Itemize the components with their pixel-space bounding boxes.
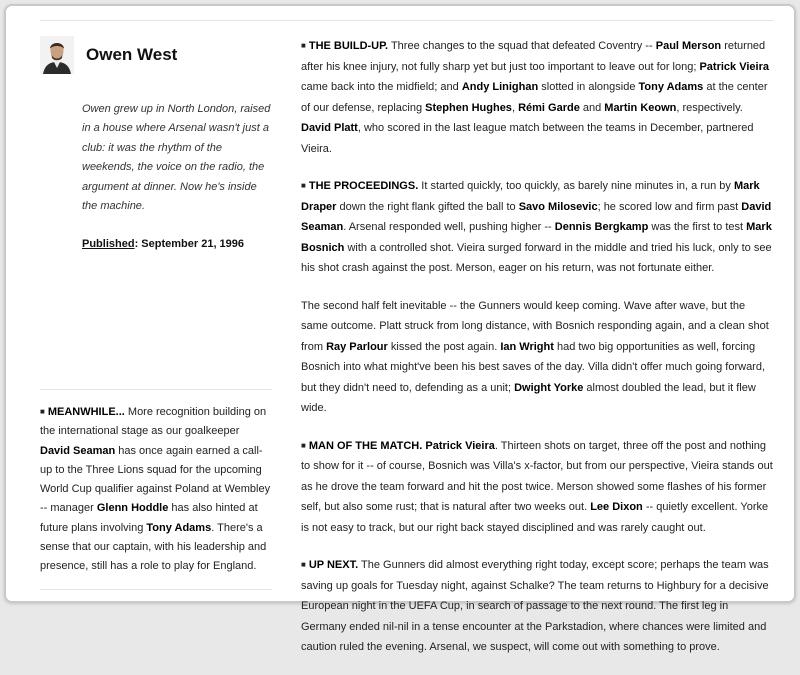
published-line: Published: September 21, 1996 xyxy=(82,238,245,251)
player-name: Dwight Yorke xyxy=(514,381,584,394)
text: almost doubled the lead, but it flew wide. xyxy=(301,381,756,414)
buildup-paragraph xyxy=(301,36,773,159)
text: . There's a sense that our captain, with his leadership and presence, still has a role to play for England. xyxy=(40,521,267,573)
square-bullet-icon: ■ xyxy=(301,560,306,569)
text: has also hinted at future plans involving xyxy=(40,502,258,534)
player-name: Rémi Garde xyxy=(518,101,580,114)
text: The second half felt inevitable -- the Gunners would keep coming. Wave after wave, but the same outcome. Platt struck from long distance, with Bosnich responding again, and a clean shot from xyxy=(301,299,769,353)
top-divider xyxy=(40,20,774,21)
player-name: Ian Wright xyxy=(500,340,554,353)
text: down the right flank gifted the ball to xyxy=(336,200,519,213)
text: came back into the midfield; and xyxy=(301,81,462,93)
player-name: Paul Merson xyxy=(655,40,722,52)
text: . Thirteen shots on target, three off the post and nothing to show for it -- of course, Bosnich was Villa's x-factor, but from our perspective, Vieira stands out as he drove the team forward and hit the post twice. Merson showed some flashes of his former self, but also some rust; that is natural after two weeks out. xyxy=(301,439,773,513)
text: . Arsenal responded well, pushing higher -- xyxy=(343,221,555,233)
player-name: David Seaman xyxy=(301,200,772,233)
text: , who scored in the last league match between the teams in December, partnered Vieira. xyxy=(301,122,754,155)
text: , respectively. xyxy=(676,101,743,114)
player-name: Mark Draper xyxy=(301,180,760,213)
text: was the first to test xyxy=(648,221,747,233)
player-name: Patrick Vieira xyxy=(425,439,495,452)
text: Three changes to the squad that defeated Coventry -- xyxy=(388,40,656,52)
author-bio: Owen grew up in North London, raised in a house where Arsenal wasn't just a club: it was the rhythm of the weekends, the voice on the radio, the argument at dinner. Now he's inside the machine. xyxy=(82,103,271,213)
published-date: September 21, 1996 xyxy=(141,238,245,251)
proceedings-paragraph xyxy=(301,176,773,279)
avatar xyxy=(40,36,74,74)
player-name: Lee Dixon xyxy=(590,501,643,513)
author-sidebar xyxy=(40,36,272,250)
man-of-the-match-paragraph xyxy=(301,436,773,539)
published-label: Published xyxy=(82,238,135,251)
text: with a controlled shot. Vieira surged forward in the middle and tried his luck, only to see his shot crash against the post. Merson, eager on his return, was not fortunate either. xyxy=(301,241,772,274)
text: , xyxy=(511,101,519,114)
article-frame xyxy=(4,4,796,653)
author-header xyxy=(40,36,272,74)
player-name: Tony Adams xyxy=(638,81,704,93)
section-heading: MAN OF THE MATCH. xyxy=(308,439,423,452)
player-name: Stephen Hughes xyxy=(425,101,512,114)
player-name: David Seaman xyxy=(40,444,116,457)
second-half-paragraph xyxy=(301,296,773,419)
text: The Gunners did almost everything right today, except score; perhaps the team was saving up goals for Tuesday night, against Schalke? The team returns to Highbury for a decisive European night in the UEFA Cup, in search of passage to the next round. The first leg in Germany ended nil-nil in a tense encounter at the Parkstadion, where chances were limited and caution ruled the evening. Arsenal, we suspect, will come out with something to prove. xyxy=(301,559,769,653)
player-name: Andy Linighan xyxy=(461,81,539,93)
text: had two big opportunities as well, forcing Bosnich into what might've been his best saves of the day. Villa didn't offer much going forward, but they didn't need to, defending as a unit; xyxy=(301,340,766,394)
text: slotted in alongside xyxy=(538,81,639,93)
article-body xyxy=(301,36,773,675)
section-heading: UP NEXT. xyxy=(308,559,359,571)
text: and xyxy=(579,101,605,114)
text: has once again earned a call-up to the Three Lions squad for the upcoming World Cup qualifier against Poland at Wembley -- manager xyxy=(40,444,271,515)
section-heading: THE BUILD-UP. xyxy=(308,40,389,52)
section-heading: THE PROCEEDINGS. xyxy=(308,180,419,192)
player-name: Martin Keown xyxy=(604,101,677,114)
player-name: Dennis Bergkamp xyxy=(554,221,649,233)
player-name: Ray Parlour xyxy=(326,340,388,353)
text: returned after his knee injury, not fully sharp yet but just too important to leave out for long; xyxy=(301,40,766,73)
square-bullet-icon: ■ xyxy=(301,181,306,190)
text: at the center of our defense, replacing xyxy=(301,81,768,114)
text: kissed the post again. xyxy=(387,340,501,353)
text: -- quietly excellent. Yorke is not easy to track, but our right back stayed disciplined and was rarely caught out. xyxy=(301,501,769,534)
square-bullet-icon: ■ xyxy=(40,407,45,416)
meanwhile-box xyxy=(40,389,272,590)
up-next-paragraph xyxy=(301,555,773,658)
square-bullet-icon: ■ xyxy=(301,41,306,50)
player-name: Glenn Hoddle xyxy=(96,502,169,515)
text: More recognition building on the international stage as our goalkeeper xyxy=(40,406,267,438)
player-name: Patrick Vieira xyxy=(699,60,769,73)
player-name: David Platt xyxy=(301,122,358,134)
author-name[interactable]: Owen West xyxy=(86,45,178,64)
player-name: Tony Adams xyxy=(146,521,212,534)
text: It started quickly, too quickly, as barely nine minutes in, a run by xyxy=(418,180,734,192)
player-name: Mark Bosnich xyxy=(301,221,772,254)
square-bullet-icon: ■ xyxy=(301,440,306,450)
text: ; he scored low and firm past xyxy=(597,200,742,213)
meanwhile-heading: MEANWHILE... xyxy=(47,406,125,418)
player-name: Savo Milosevic xyxy=(518,200,598,213)
